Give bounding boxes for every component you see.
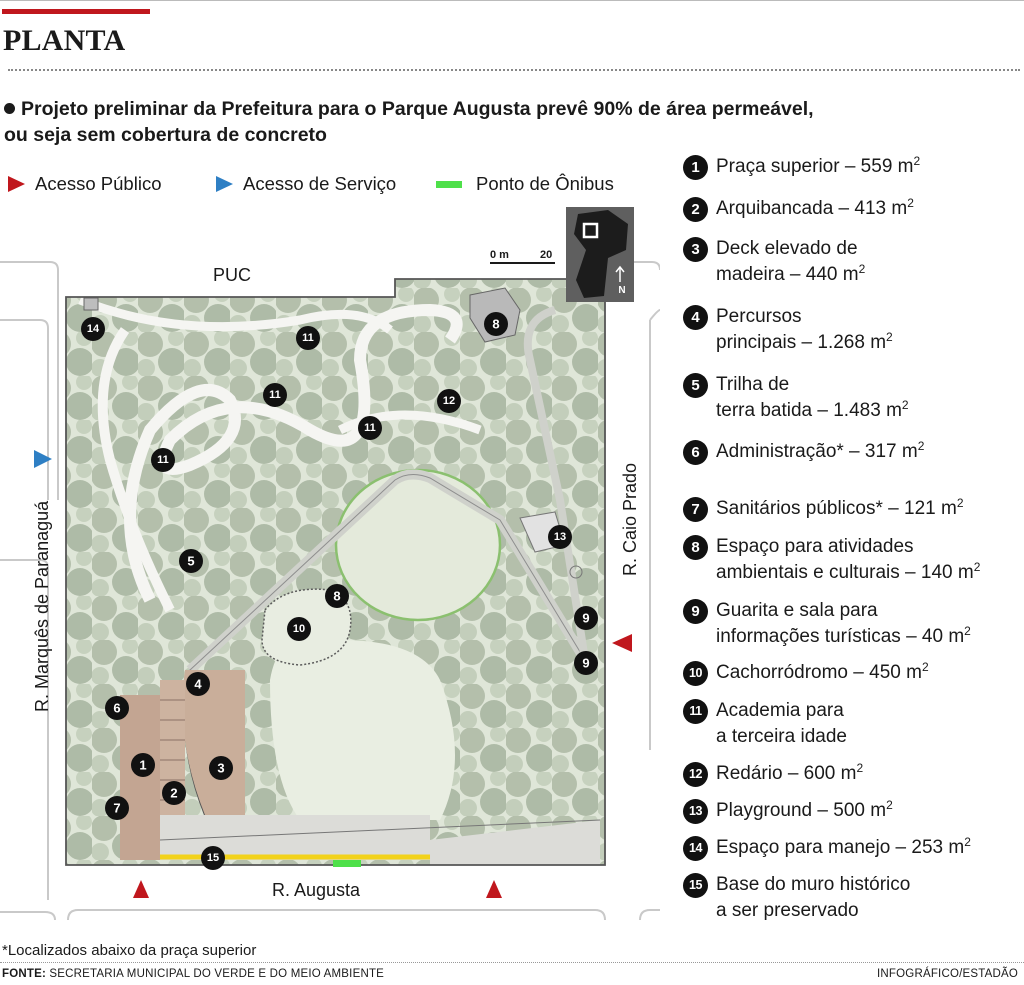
list-item xyxy=(683,761,863,787)
legend-bus-stop xyxy=(436,172,614,196)
number-badge: 13 xyxy=(683,799,708,824)
item-label-line2: a terceira idade xyxy=(716,726,847,747)
legend-service-access-label: Acesso de Serviço xyxy=(243,173,397,194)
source-text: SECRETARIA MUNICIPAL DO VERDE E DO MEIO AMBIENTE xyxy=(49,968,385,980)
item-unit-sup: 2 xyxy=(907,196,914,210)
scale-end-label: 20 xyxy=(540,249,553,261)
svg-text:13: 13 xyxy=(553,531,567,543)
number-badge: 3 xyxy=(683,237,708,262)
headline-line1: Projeto preliminar da Prefeitura para o Parque Augusta prevê 90% de área permeável, xyxy=(21,98,814,120)
item-unit-sup: 2 xyxy=(913,154,921,168)
public-access-arrow-bottom-left-icon xyxy=(133,880,149,898)
svg-text:5: 5 xyxy=(187,553,195,569)
map-marker xyxy=(548,525,572,549)
public-access-arrow-right-icon xyxy=(612,634,632,652)
list-item xyxy=(683,798,893,824)
svg-text:8: 8 xyxy=(492,316,500,332)
map-marker xyxy=(574,651,598,675)
svg-text:15: 15 xyxy=(206,852,220,864)
item-label: Redário – 600 m xyxy=(716,763,857,784)
item-label-line2: informações turísticas – 40 m xyxy=(716,626,965,647)
map-marker xyxy=(325,584,349,608)
item-label: Trilha de xyxy=(716,374,790,395)
list-item xyxy=(683,660,929,686)
map-marker xyxy=(209,756,233,780)
item-label: Praça superior – 559 m xyxy=(716,156,914,177)
svg-text:11: 11 xyxy=(302,332,314,344)
map-marker xyxy=(263,383,287,407)
item-label: Base do muro histórico xyxy=(716,874,911,895)
map-marker xyxy=(105,696,129,720)
item-label: Deck elevado de xyxy=(716,238,858,259)
map-marker xyxy=(358,416,382,440)
bottom-divider xyxy=(0,962,1024,963)
dotted-divider xyxy=(8,69,1020,71)
legend-public-access xyxy=(8,172,161,196)
svg-text:10: 10 xyxy=(292,623,306,635)
number-badge: 14 xyxy=(683,836,708,861)
number-badge: 7 xyxy=(683,497,708,522)
map-marker xyxy=(201,846,225,870)
legend-public-access-label: Acesso Público xyxy=(35,173,162,194)
list-item xyxy=(683,304,893,356)
svg-text:9: 9 xyxy=(582,610,590,626)
north-label: N xyxy=(618,285,626,296)
street-right-label: R. Caio Prado xyxy=(620,462,640,576)
svg-text:9: 9 xyxy=(582,655,590,671)
street-left-label: R. Marquês de Paranaguá xyxy=(32,500,52,712)
number-badge: 1 xyxy=(683,155,708,180)
map-marker xyxy=(437,389,461,413)
item-label: Percursos xyxy=(716,306,802,327)
svg-text:7: 7 xyxy=(113,800,121,816)
svg-text:11: 11 xyxy=(364,422,376,434)
item-label: Sanitários públicos* – 121 m xyxy=(716,498,957,519)
item-label: Guarita e sala para xyxy=(716,600,878,621)
map-marker xyxy=(81,317,105,341)
item-unit-sup: 2 xyxy=(956,496,964,510)
public-access-triangle-icon xyxy=(8,176,25,192)
public-access-arrow-bottom-right-icon xyxy=(486,880,502,898)
number-badge: 8 xyxy=(683,535,708,560)
item-label: Cachorródromo – 450 m xyxy=(716,662,922,683)
scale-bar xyxy=(490,249,555,263)
map-marker xyxy=(287,617,311,641)
item-label: Espaço para atividades xyxy=(716,536,914,557)
list-item xyxy=(683,872,910,924)
svg-text:14: 14 xyxy=(86,323,100,335)
footnote: *Localizados abaixo da praça superior xyxy=(2,942,257,959)
headline xyxy=(4,96,904,148)
list-item xyxy=(683,598,971,650)
item-label: Arquibancada – 413 m xyxy=(716,198,908,219)
item-label-line2: principais – 1.268 m xyxy=(716,332,887,353)
item-unit-sup: 2 xyxy=(921,660,929,674)
park-map-svg xyxy=(0,200,660,930)
svg-text:2: 2 xyxy=(170,785,178,801)
item-unit-sup: 2 xyxy=(973,560,981,574)
map-marker xyxy=(179,549,203,573)
number-badge: 6 xyxy=(683,440,708,465)
svg-text:3: 3 xyxy=(217,760,225,776)
number-badge: 5 xyxy=(683,373,708,398)
list-item xyxy=(683,534,980,586)
service-access-triangle-icon xyxy=(216,176,233,192)
list-item xyxy=(683,439,924,465)
item-label: Academia para xyxy=(716,700,844,721)
map-marker xyxy=(151,448,175,472)
item-label-line2: madeira – 440 m xyxy=(716,264,859,285)
list-item xyxy=(683,496,964,522)
item-unit-sup: 2 xyxy=(917,439,925,453)
number-badge: 9 xyxy=(683,599,708,624)
park-area xyxy=(60,275,610,870)
street-top-label: PUC xyxy=(212,265,252,285)
item-unit-sup: 2 xyxy=(856,761,864,775)
number-badge: 10 xyxy=(683,661,708,686)
source-label: FONTE: xyxy=(2,968,46,980)
number-badge: 12 xyxy=(683,762,708,787)
headline-line2: ou seja sem cobertura de concreto xyxy=(4,124,327,146)
map-marker xyxy=(186,672,210,696)
list-item xyxy=(683,236,865,288)
top-rule xyxy=(0,0,1024,1)
item-label: Espaço para manejo – 253 m xyxy=(716,837,965,858)
svg-text:6: 6 xyxy=(113,700,121,716)
section-title: PLANTA xyxy=(3,24,126,57)
item-unit-sup: 2 xyxy=(964,624,971,638)
bullet-icon xyxy=(4,103,15,114)
bus-stop-swatch-icon xyxy=(436,181,462,188)
list-item xyxy=(683,154,920,180)
svg-text:11: 11 xyxy=(157,454,169,466)
number-badge: 2 xyxy=(683,197,708,222)
legend-service-access xyxy=(216,172,396,196)
list-item xyxy=(683,372,909,424)
number-badge: 15 xyxy=(683,873,708,898)
legend-bus-stop-label: Ponto de Ônibus xyxy=(476,173,614,194)
map-marker xyxy=(574,606,598,630)
bus-stop-marker-icon xyxy=(333,860,361,867)
item-unit-sup: 2 xyxy=(886,330,893,344)
item-label-line2: a ser preservado xyxy=(716,900,859,921)
map-marker xyxy=(105,796,129,820)
map-marker xyxy=(296,326,320,350)
item-unit-sup: 2 xyxy=(964,835,971,849)
source-line xyxy=(2,968,384,980)
number-badge: 11 xyxy=(683,699,708,724)
item-label-line2: terra batida – 1.483 m xyxy=(716,400,902,421)
map-marker xyxy=(162,781,186,805)
item-unit-sup: 2 xyxy=(858,262,866,276)
svg-text:4: 4 xyxy=(194,676,202,692)
park-map xyxy=(0,200,660,930)
svg-text:8: 8 xyxy=(333,588,341,604)
svg-text:1: 1 xyxy=(139,757,147,773)
list-item xyxy=(683,196,914,222)
item-unit-sup: 2 xyxy=(886,798,893,812)
section-accent-bar xyxy=(2,9,150,14)
item-unit-sup: 2 xyxy=(901,398,909,412)
svg-text:12: 12 xyxy=(442,395,456,407)
service-access-arrow-icon xyxy=(34,450,52,468)
map-marker xyxy=(484,312,508,336)
credit: INFOGRÁFICO/ESTADÃO xyxy=(877,968,1018,980)
svg-text:11: 11 xyxy=(269,389,281,401)
locator-inset xyxy=(566,207,634,302)
scale-start-label: 0 m xyxy=(490,249,509,261)
item-label-line2: ambientais e culturais – 140 m xyxy=(716,562,974,583)
map-marker xyxy=(131,753,155,777)
number-badge: 4 xyxy=(683,305,708,330)
item-label: Administração* – 317 m xyxy=(716,441,918,462)
list-item xyxy=(683,835,971,861)
street-bottom-label: R. Augusta xyxy=(271,880,361,900)
list-item xyxy=(683,698,847,750)
item-label: Playground – 500 m xyxy=(716,800,887,821)
